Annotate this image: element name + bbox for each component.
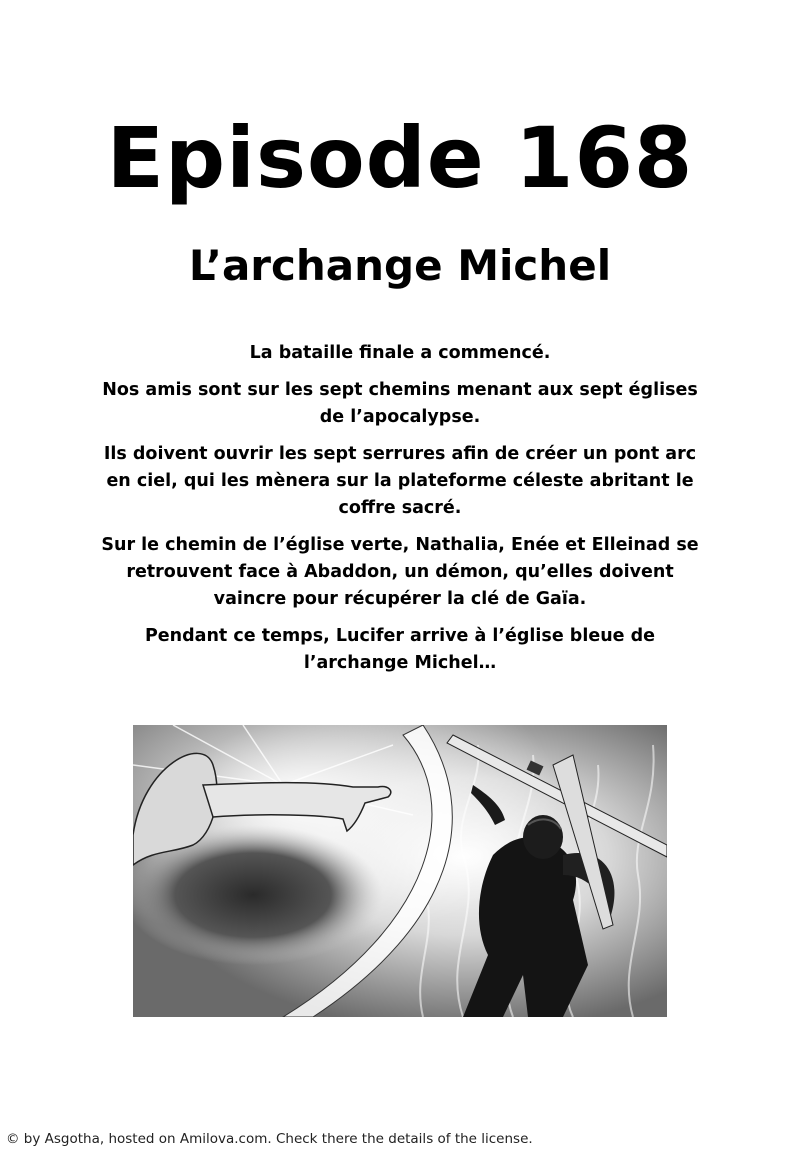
synopsis	[90, 340, 710, 687]
synopsis-paragraph: La bataille finale a commencé.	[249, 343, 551, 363]
synopsis-paragraph: Ils doivent ouvrir les sept serrures afin de créer un pont arc en ciel, qui les mènera sur la plateforme céleste abritant le coffre sacré.	[103, 444, 697, 518]
episode-title: Episode 168	[106, 109, 694, 207]
comic-panel-illustration	[133, 725, 667, 1017]
panel-artwork	[133, 725, 667, 1017]
synopsis-paragraph: Sur le chemin de l’église verte, Nathalia, Enée et Elleinad se retrouvent face à Abaddon, un démon, qu’elles doivent vaincre pour récupérer la clé de Gaïa.	[101, 535, 699, 609]
synopsis-paragraph: Nos amis sont sur les sept chemins menant aux sept églises de l’apocalypse.	[102, 380, 698, 427]
license-footer: © by Asgotha, hosted on Amilova.com. Check there the details of the license.	[6, 1131, 533, 1147]
synopsis-paragraph: Pendant ce temps, Lucifer arrive à l’église bleue de l’archange Michel…	[144, 626, 656, 673]
episode-subtitle: L’archange Michel	[188, 241, 612, 290]
